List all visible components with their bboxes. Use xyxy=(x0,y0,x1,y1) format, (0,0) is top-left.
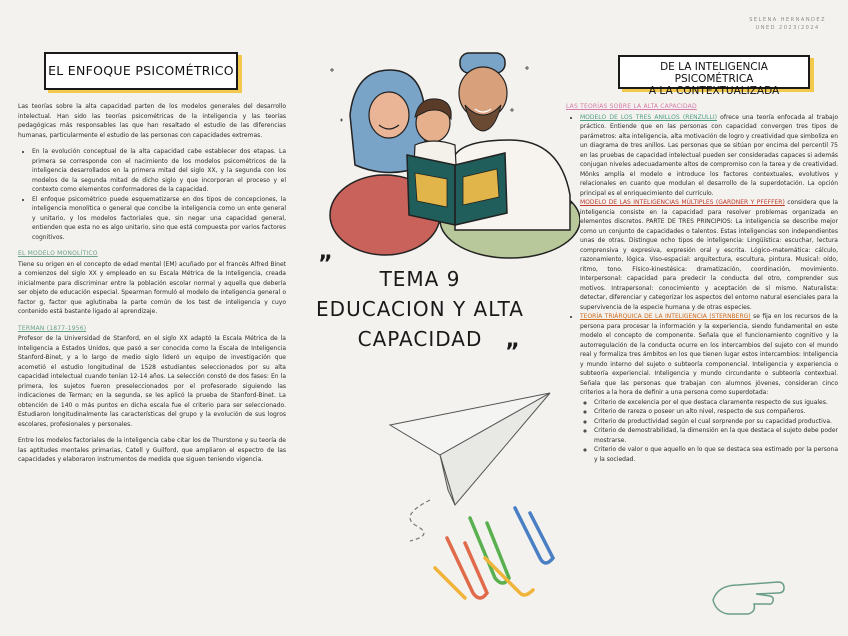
theories-heading: LAS TEORÍAS SOBRE LA ALTA CAPACIDAD xyxy=(566,103,697,110)
theory-gardner-name: MODELO DE LAS INTELIGENCIAS MÚLTIPLES (GARDNER Y PFEFFER) xyxy=(580,199,785,206)
topic-title-line-2: EDUCACION Y ALTA xyxy=(316,297,524,321)
right-title-line-2: A LA CONTEXTUALIZADA xyxy=(648,85,780,97)
left-column xyxy=(18,102,286,472)
theory-sternberg-name: TEORÍA TRIÁRQUICA DE LA INTELIGENCIA (STERNBERG) xyxy=(580,313,751,320)
criterion-4: ◦ Criterio de demostrabilidad, la dimensión en la que destaca el sujeto debe poder mostrarse. xyxy=(594,426,838,445)
right-column xyxy=(566,102,838,471)
quote-open: ” xyxy=(318,252,333,277)
topic-title xyxy=(300,264,540,354)
terman-heading: TERMAN (1877-1956) xyxy=(18,324,87,332)
left-intro: Las teorías sobre la alta capacidad parten de los modelos generales del desarrollo intelectual. Han sido las teorías psicométricas de la inteligencia y las teorías pedagógicas más responsables las que han resaltado el estudio de las diferencias humanas, particularmente el estudio de las personas con capacidades extremas. xyxy=(18,103,286,139)
theory-gardner-text: considera que la inteligencia consiste en la capacidad para resolver problemas organizada en elementos discretos. PARTE DE TRES PRINCIPIOS: La inteligencia se describe mejor como un conjunto de capacidades o talentos. Estas inteligencias son independientes unas de otras. Distingue ocho tipos de inteligencia: Lingüística: escuchar, lectura comprensiva y expresiva, expresión oral y escrita. Lógico-matemática: cálculo, razonamiento, lógica. Viso-espacial: arquitectura, escultura, pintura. Musical: oído, ritmo, tono. Físico-kinestésica: dramatización, coordinación, movimiento. Interpersonal: capacidad para predecir la conducta del otro, comprender sus motivos. Intrapersonal: conocimiento y aceptación de sí mismo. Naturalista: detectar, diferenciar y categorizar los aspectos del entorno natural esenciales para la supervivencia de la especie humana y de otras especies. xyxy=(580,199,839,311)
family-reading-illustration xyxy=(315,45,580,260)
terman-text: Profesor de la Universidad de Stanford, en el siglo XX adaptó la Escala Métrica de la Inteligencia a Estados Unidos, que pasó a ser conocida como la Escala de Inteligencia Stanford-Binet, y a lo largo de medio siglo lideró un equipo de investigación que acometió el estudio longitudinal de 1528 estudiantes seleccionados por su alta capacidad intelectual cuando tenían 12-14 años. La selección constó de dos fases: En la primera, los sujetos fueron preseleccionados por el profesorado siguiendo las indicaciones de Terman; en la segunda, se les aplicó la prueba de Stanford-Binet. La obtención de 140 o más puntos en dicha escala fue el criterio para ser seleccionado. Estudiaron longitudinalmente las características del grupo y la evolución de sus logros escolares, profesionales y personales. xyxy=(18,335,286,428)
left-section-title: EL ENFOQUE PSICOMÉTRICO xyxy=(44,52,238,90)
pointing-hand-icon xyxy=(708,570,788,620)
monolitico-heading: EL MODELO MONOLÍTICO xyxy=(18,250,98,257)
theory-sternberg-text: se fija en los recursos de la persona para procesar la información y la experiencia, siendo fundamental en este modelo el concepto de componente. Señala que el funcionamiento cognitivo y la autorregulación de la conducta ocurre en los intercambios del sujeto con el mundo real y formaliza tres ámbitos en los que tienen lugar estos intercambios: Inteligencia y mundo interno del sujeto o subteoría componencial. Inteligencia y experiencia o subteoría experiencial. Inteligencia y mundo circundante o subteoría contextual. Señala que las personas que trabajan con alumnos jóvenes, consideran cinco criterios a la hora de definir a una persona como superdotada: xyxy=(580,313,838,396)
criterion-3: ◦ Criterio de productividad según el cual sorprende por su capacidad productiva. xyxy=(594,417,838,427)
theories-list xyxy=(566,113,838,465)
author-block xyxy=(749,16,826,32)
criteria-list xyxy=(580,398,838,465)
left-bullet-1: • En la evolución conceptual de la alta capacidad cabe establecer dos etapas. La primera se corresponde con el nacimiento de los modelos psicométricos de la inteligencia desarrollados en la primera mitad del siglo XX, y la segunda con los modelos de la segunda mitad de dicho siglo y que incorporan el proceso y el contexto como elementos conformadores de la capacidad. xyxy=(32,147,286,195)
author-name: SELENA HERNANDEZ xyxy=(749,17,826,23)
theory-renzulli-text: ofrece una teoría enfocada al trabajo práctico. Entiende que en las personas con capacidad convergen tres tipos de parámetros: alta inteligencia, alta motivación de logro y creatividad que simboliza en un diagrama de tres anillos. Las personas que se sitúan por encima del percentil 75 en las pruebas de capacidad intelectual pueden ser consideradas capaces si además conjugan niveles adecuadamente altos de compromiso con la tarea y de creatividad. Mönks amplía el modelo e introduce los factores contextuales, evolutivos y relacionales en cuanto que modulan el desarrollo de la superdotación. La opción principal es el enriquecimiento del currículo. xyxy=(580,113,839,197)
criterion-1: ◦ Criterio de excelencia por el que destaca claramente respecto de sus iguales. xyxy=(594,398,838,408)
topic-title-line-1: TEMA 9 xyxy=(379,267,461,291)
right-section-title xyxy=(618,55,810,97)
factorial-text: Entre los modelos factoriales de la inteligencia cabe citar los de Thurstone y su teoría de las aptitudes mentales primarias, Catell y Guilford, que ampliaron el espectro de las capacidades y elaboraron instrumentos de medida que siguen teniendo vigencia. xyxy=(18,437,286,463)
quote-close: ” xyxy=(505,340,520,365)
theory-renzulli xyxy=(580,113,838,199)
criterion-5: ◦ Criterio de valor o que aquello en lo que se destaca sea estimado por la persona y la sociedad. xyxy=(594,445,838,464)
theory-sternberg xyxy=(580,312,838,464)
monolitico-text: Tiene su origen en el concepto de edad mental (EM) acuñado por el francés Alfred Binet a comienzos del siglo XX y empleado en su Escala Métrica de la Inteligencia, creada inicialmente para discriminar entre la población escolar normal y aquella que debería ser objeto de educación especial. Spearman formuló el modelo de inteligencia general o factor g, factor que aglutinaba la parte común de los test de inteligencia y cuyo contenido está bastante ligado al aprendizaje. xyxy=(18,260,286,315)
left-bullets xyxy=(18,147,286,242)
right-title-line-1: DE LA INTELIGENCIA PSICOMÉTRICA xyxy=(660,61,768,85)
theory-gardner xyxy=(580,198,838,312)
criterion-2: ◦ Criterio de rareza o poseer un alto nivel, respecto de sus compañeros. xyxy=(594,407,838,417)
author-course: UNED 2023/2024 xyxy=(755,25,820,31)
left-bullet-2: • El enfoque psicométrico puede esquematizarse en dos tipos de concepciones, la inteligencia monolítica o general que concibe la inteligencia como un ente general y unitario, y los modelos factoriales que, sin negar una capacidad general, entienden que esta no es algo unitario, sino que está compuesta por varios factores cognitivos. xyxy=(32,195,286,243)
paper-clips-icon xyxy=(425,498,565,608)
topic-title-line-3: CAPACIDAD xyxy=(357,327,483,351)
theory-renzulli-name: MODELO DE LOS TRES ANILLOS (RENZULLI) xyxy=(580,113,717,121)
